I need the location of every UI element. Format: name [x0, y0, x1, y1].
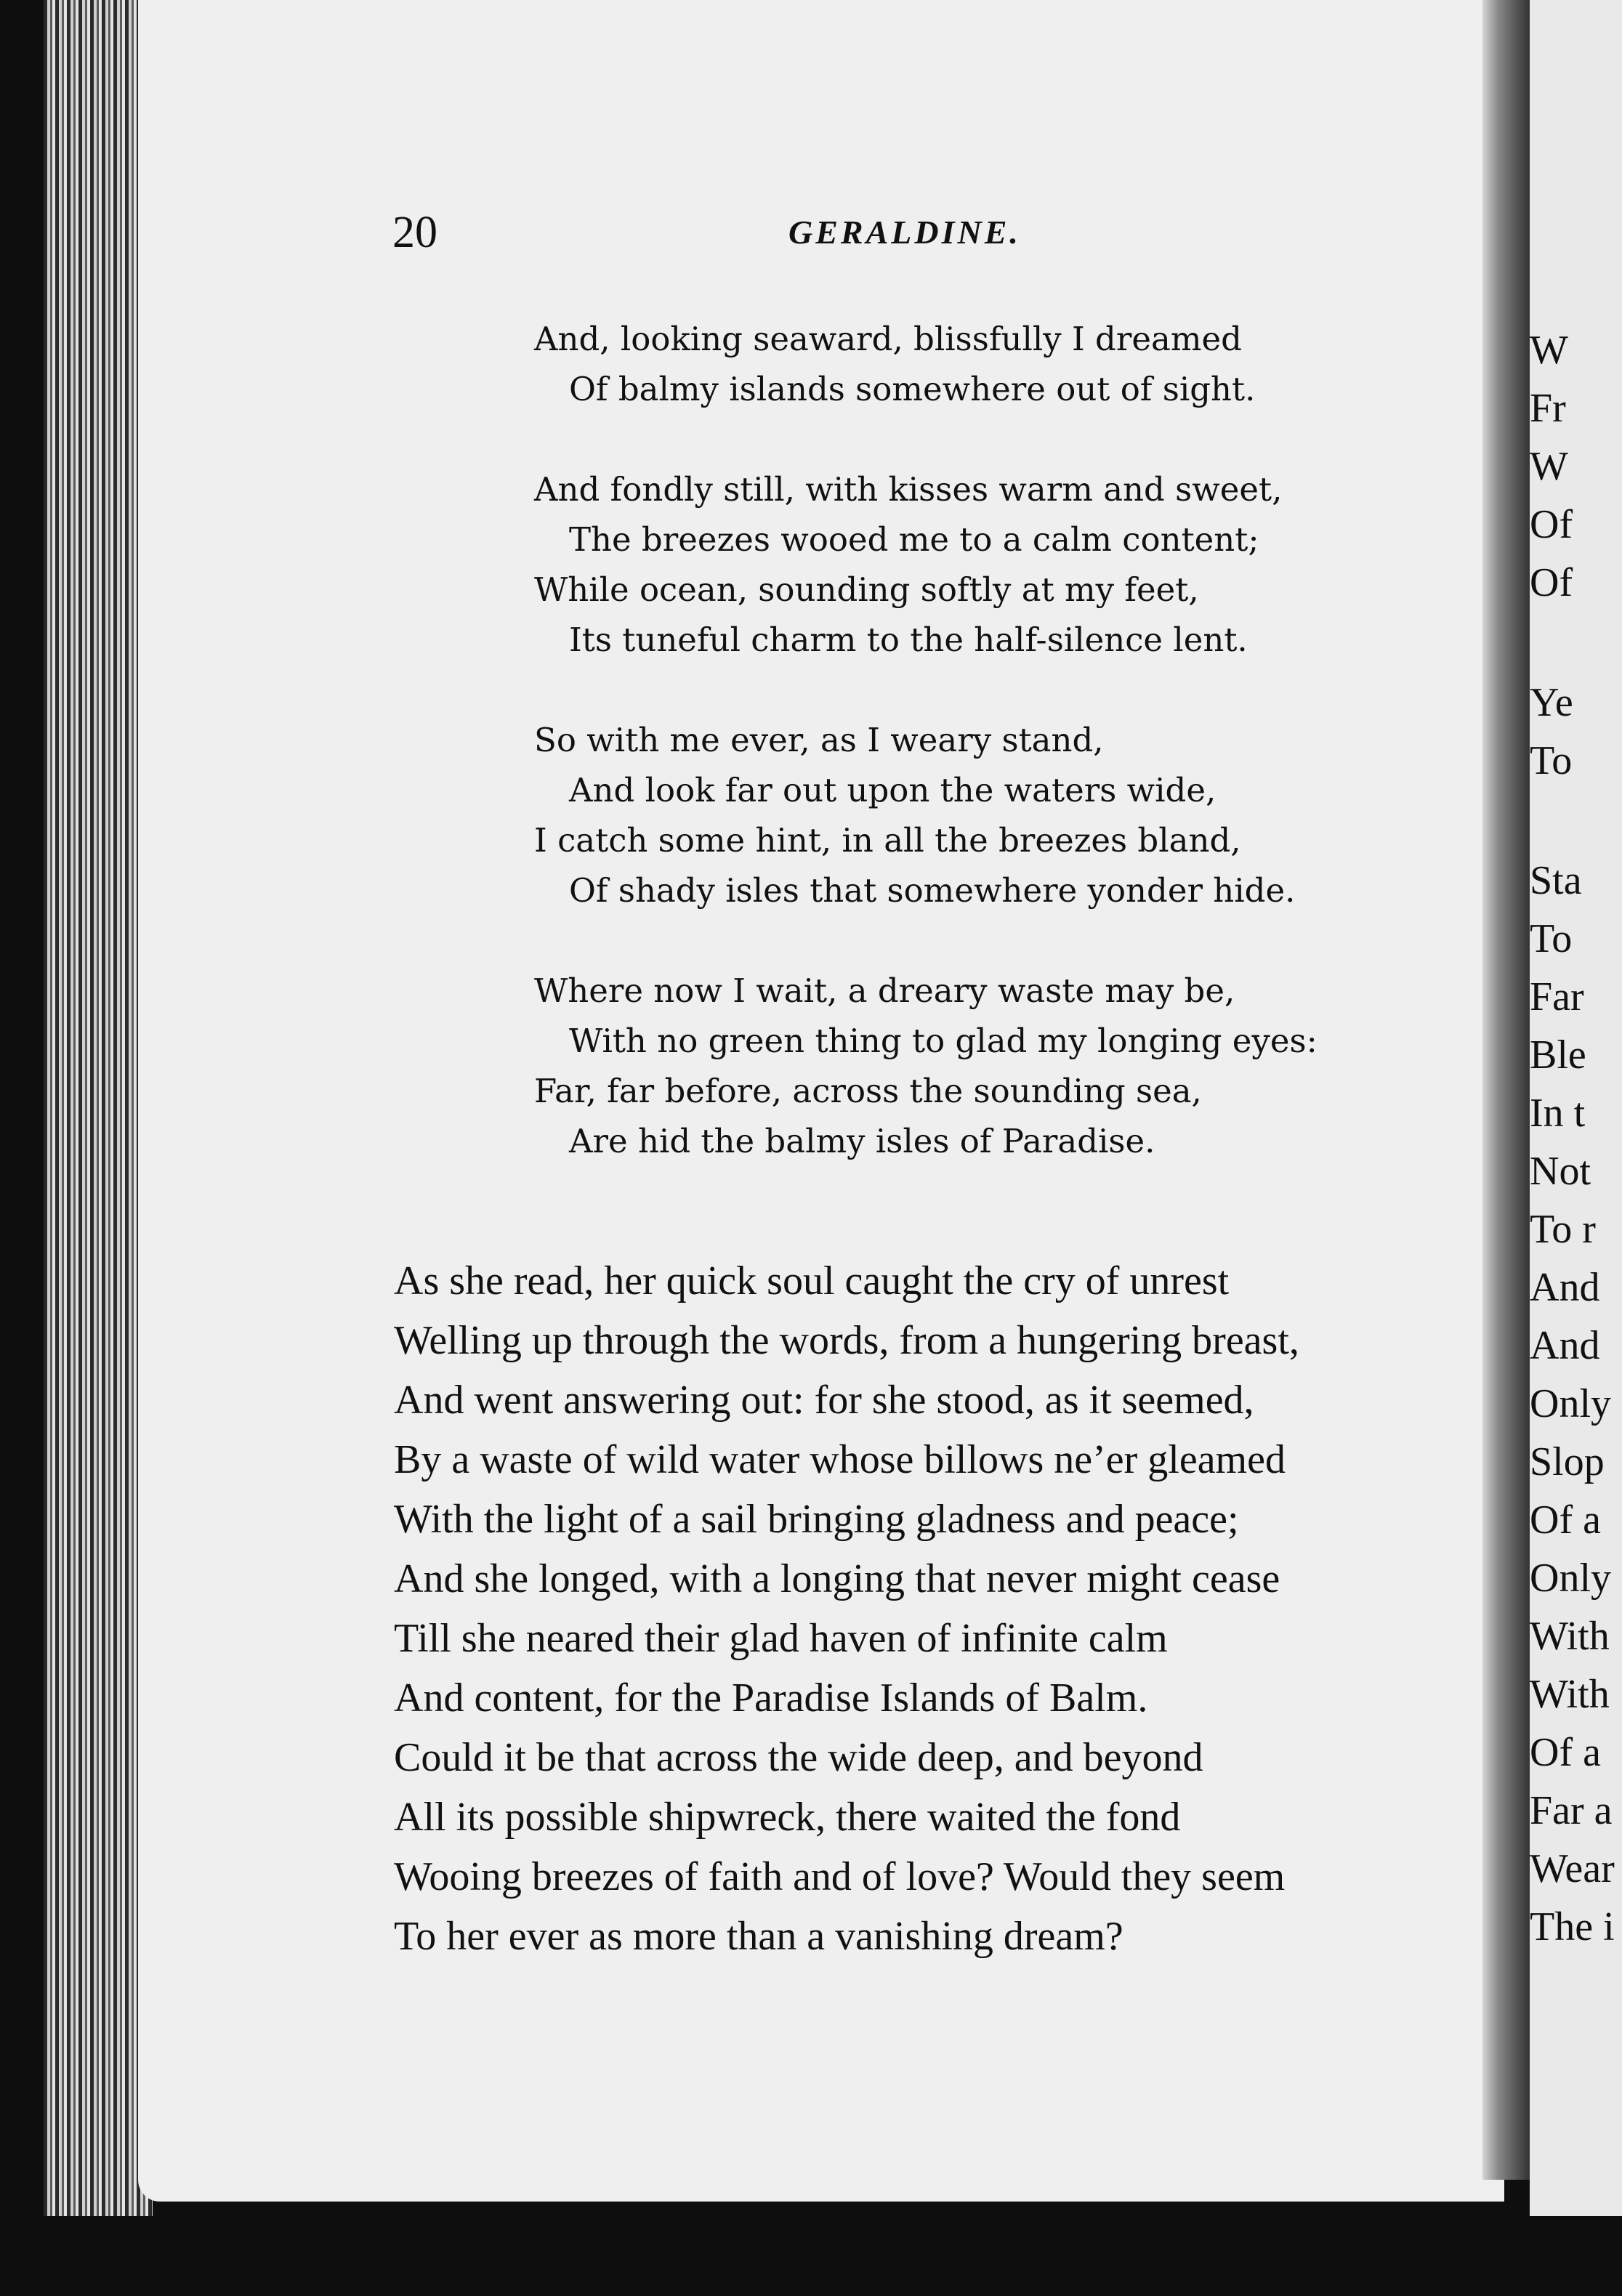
poem-line: The breezes wooed me to a calm content; — [569, 520, 1259, 559]
facing-page-fragment: With — [1530, 1614, 1610, 1659]
poem-line: I catch some hint, in all the breezes bland, — [534, 821, 1241, 860]
page-number: 20 — [392, 208, 437, 257]
facing-page-fragment: Only — [1530, 1381, 1611, 1426]
facing-page-fragment: Of — [1530, 502, 1573, 547]
page-title: GERALDINE. — [788, 214, 1021, 251]
poem-line: So with me ever, as I weary stand, — [534, 721, 1104, 759]
verse-line: To her ever as more than a vanishing dream? — [394, 1914, 1123, 1959]
poem-line: Of shady isles that somewhere yonder hide. — [569, 871, 1296, 910]
narrative-verse — [394, 1251, 1469, 1966]
poem-line: While ocean, sounding softly at my feet, — [534, 570, 1199, 609]
facing-page-fragment: To — [1530, 916, 1573, 961]
verse-line: With the light of a sail bringing gladness and peace; — [394, 1497, 1239, 1542]
poem-line: With no green thing to glad my longing eyes: — [569, 1022, 1318, 1060]
poem-line: And, looking seaward, blissfully I dreamed — [534, 320, 1242, 358]
facing-page-fragment: Of — [1530, 560, 1573, 605]
poem-line: And fondly still, with kisses warm and sweet, — [534, 470, 1283, 509]
poem-stanza — [534, 314, 1443, 414]
facing-page-fragment: Far a — [1530, 1788, 1613, 1833]
facing-page-fragment: And — [1530, 1265, 1600, 1310]
verse-line: Till she neared their glad haven of infinite calm — [394, 1616, 1168, 1661]
facing-page-fragment: Slop — [1530, 1439, 1605, 1484]
facing-page-fragment: Fr — [1530, 386, 1566, 431]
facing-page-fragment: W — [1530, 328, 1568, 373]
facing-page-fragment: Ble — [1530, 1032, 1586, 1078]
facing-page-fragment: Not — [1530, 1149, 1591, 1194]
facing-page-fragment: Of a — [1530, 1730, 1601, 1775]
facing-page-fragment: The i — [1530, 1904, 1615, 1949]
poem-stanza — [534, 464, 1443, 665]
verse-line: Welling up through the words, from a hungering breast, — [394, 1318, 1299, 1363]
facing-page-fragment: Of a — [1530, 1497, 1601, 1543]
book-gutter — [1482, 0, 1533, 2180]
running-head — [392, 207, 1453, 265]
facing-page-fragment: Far — [1530, 974, 1584, 1019]
facing-page-fragment: To r — [1530, 1207, 1596, 1252]
facing-page-fragment: To — [1530, 738, 1573, 783]
verse-line: As she read, her quick soul caught the cry of unrest — [394, 1258, 1230, 1303]
verse-line: And she longed, with a longing that never might cease — [394, 1556, 1280, 1601]
poem-line: Of balmy islands somewhere out of sight. — [569, 370, 1256, 408]
facing-page-fragment: Ye — [1530, 680, 1573, 725]
verse-line: Could it be that across the wide deep, and beyond — [394, 1735, 1203, 1780]
poem-line: Where now I wait, a dreary waste may be, — [534, 971, 1235, 1010]
facing-page-fragment: Wear — [1530, 1846, 1615, 1891]
book-page-edges — [44, 0, 153, 2216]
facing-page-fragment: Only — [1530, 1556, 1611, 1601]
facing-page-fragment: Sta — [1530, 858, 1582, 903]
facing-page-fragment: In t — [1530, 1091, 1586, 1136]
poem-stanza — [534, 966, 1443, 1166]
facing-page-fragment: And — [1530, 1323, 1600, 1368]
verse-line: And content, for the Paradise Islands of Balm. — [394, 1675, 1148, 1721]
facing-page-fragment: W — [1530, 444, 1568, 489]
poem-line: Are hid the balmy isles of Paradise. — [569, 1122, 1155, 1160]
poem-line: Its tuneful charm to the half-silence lent. — [569, 621, 1248, 659]
poem-line: Far, far before, across the sounding sea, — [534, 1072, 1202, 1110]
poem — [534, 314, 1443, 1216]
verse-line: All its possible shipwreck, there waited the fond — [394, 1795, 1181, 1840]
facing-page-fragment: With — [1530, 1672, 1610, 1717]
verse-line: Wooing breezes of faith and of love? Would they seem — [394, 1854, 1286, 1899]
poem-line: And look far out upon the waters wide, — [569, 771, 1216, 809]
facing-page — [1530, 0, 1622, 2216]
verse-line: By a waste of wild water whose billows ne’er gleamed — [394, 1437, 1286, 1482]
verse-line: And went answering out: for she stood, as it seemed, — [394, 1378, 1254, 1423]
poem-stanza — [534, 715, 1443, 915]
